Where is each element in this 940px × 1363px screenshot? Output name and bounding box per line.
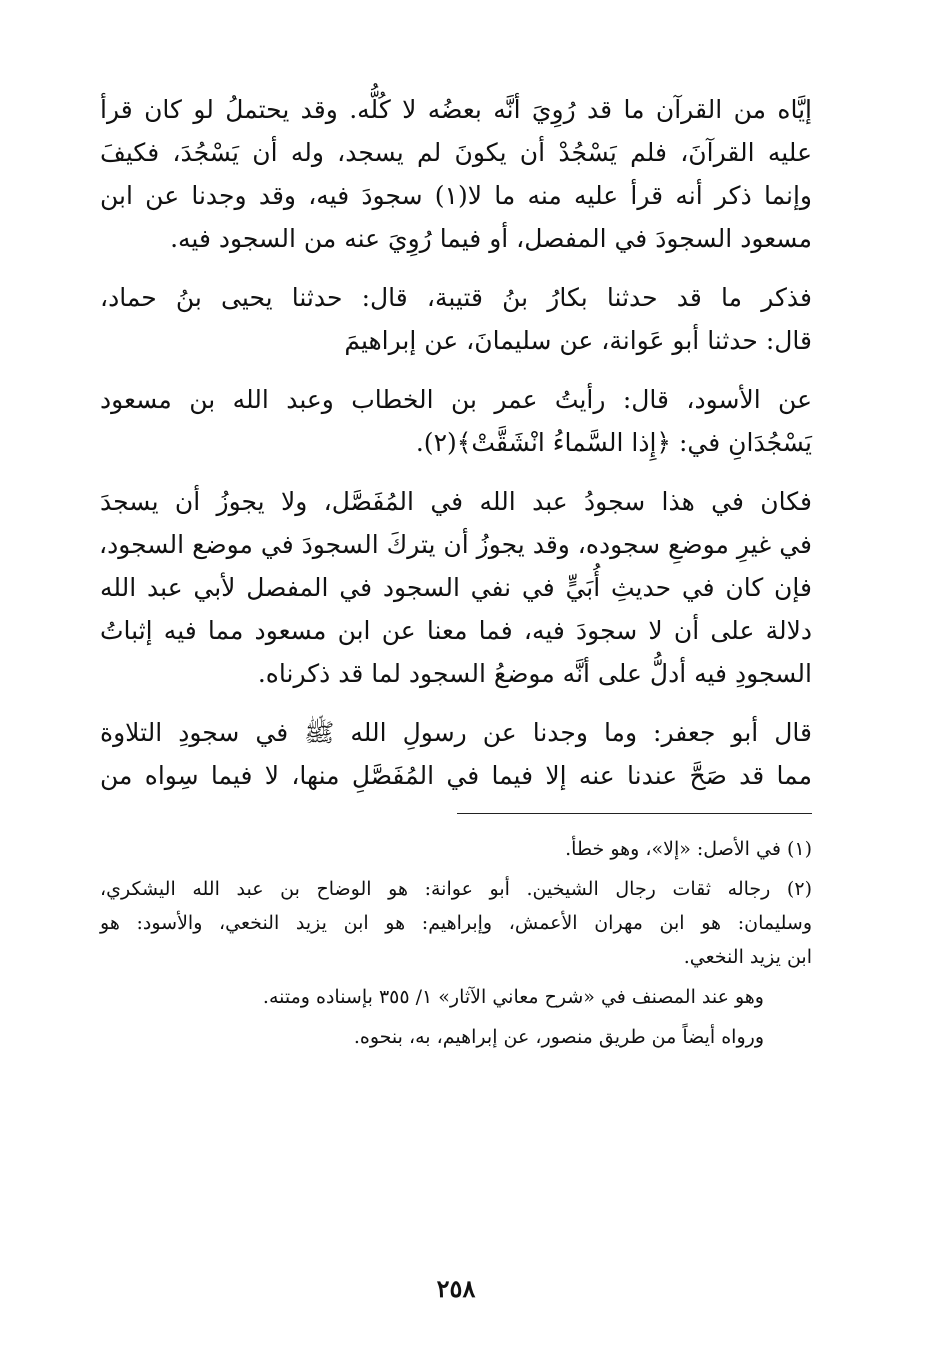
- main-text: [100, 88, 812, 797]
- text-line: عن الأسود، قال: رأيتُ عمر بن الخطاب وعبد الله بن مسعود: [100, 385, 812, 414]
- paragraph-1: [100, 88, 812, 260]
- paragraph-5: [100, 711, 812, 797]
- text-line: فذكر ما قد حدثنا بكارُ بنُ قتيبة، قال: حدثنا يحيى بنُ حماد،: [100, 283, 812, 312]
- footnote-divider: [457, 813, 812, 814]
- text-line: وإنما ذكر أنه قرأ عليه منه ما لا(١) سجودَ فيه، وقد وجدنا عن ابن: [100, 181, 812, 210]
- footnote-line: وسليمان: هو ابن مهران الأعمش، وإبراهيم: هو ابن يزيد النخعي، والأسود: هو: [100, 912, 812, 934]
- text-line: مسعود السجودَ في المفصل، أو فيما رُوِيَ عنه من السجود فيه.: [170, 224, 812, 253]
- text-line: قال: حدثنا أبو عَوانة، عن سليمانَ، عن إبراهيمَ: [344, 326, 812, 355]
- footnote-line: وهو عند المصنف في «شرح معاني الآثار» ١/ ٣٥٥ بإسناده ومتنه.: [262, 986, 764, 1008]
- footnotes: [100, 832, 812, 1054]
- footnote-line: (٢) رجاله ثقات رجال الشيخين. أبو عوانة: هو الوضاح بن عبد الله اليشكري،: [100, 878, 812, 900]
- book-page: [99, 88, 812, 1303]
- text-line: في غيرِ موضعِ سجوده، وقد يجوزُ أن يتركَ السجودَ في موضع السجود،: [99, 530, 812, 559]
- text-line: يَسْجُدَانِ في: ﴿إِذا السَّماءُ انْشَقَّتْ﴾(٢).: [415, 428, 812, 457]
- footnote-2-other-route: [100, 1020, 812, 1054]
- text-line: السجودِ فيه أدلُّ على أنَّه موضعُ السجود لما قد ذكرناه.: [257, 659, 812, 688]
- paragraph-2: [100, 276, 812, 362]
- paragraph-3: [100, 378, 812, 464]
- footnote-line: ورواه أيضاً من طريق منصور، عن إبراهيم، به، بنحوه.: [353, 1026, 764, 1048]
- footnote-1: [100, 832, 812, 866]
- text-line: دلالة على أن لا سجودَ فيه، فما معنا عن ابن مسعود مما فيه إثباتُ: [100, 616, 812, 645]
- footnote-2-source: [100, 980, 812, 1014]
- text-line: قال أبو جعفر: وما وجدنا عن رسولِ الله ﷺ في سجودِ التلاوة: [100, 718, 812, 747]
- paragraph-4: [100, 480, 812, 695]
- text-line: فإن كان في حديثِ أُبَيٍّ في نفي السجود في المفصل لأبي عبد الله: [100, 573, 812, 602]
- footnote-line: ابن يزيد النخعي.: [683, 946, 812, 968]
- page-number: ٢٥٨: [436, 1274, 476, 1303]
- text-line: فكان في هذا سجودُ عبد الله في المُفَصَّل، ولا يجوزُ أن يسجدَ: [100, 487, 812, 516]
- text-line: مما قد صَحَّ عندنا عنه إلا فيما في المُفَصَّلِ منها، لا فيما سِواه من: [100, 761, 812, 790]
- footnote-line: (١) في الأصل: «إلا»، وهو خطأ.: [565, 838, 812, 860]
- text-line: إيَّاه من القرآن ما قد رُوِيَ أنَّه بعضُه لا كُلُّه. وقد يحتملُ لو كان قرأ: [100, 95, 812, 124]
- footnote-2: [100, 872, 812, 974]
- text-line: عليه القرآنَ، فلم يَسْجُدْ أن يكونَ لم يسجد، وله أن يَسْجُدَ، فكيفَ: [100, 138, 812, 167]
